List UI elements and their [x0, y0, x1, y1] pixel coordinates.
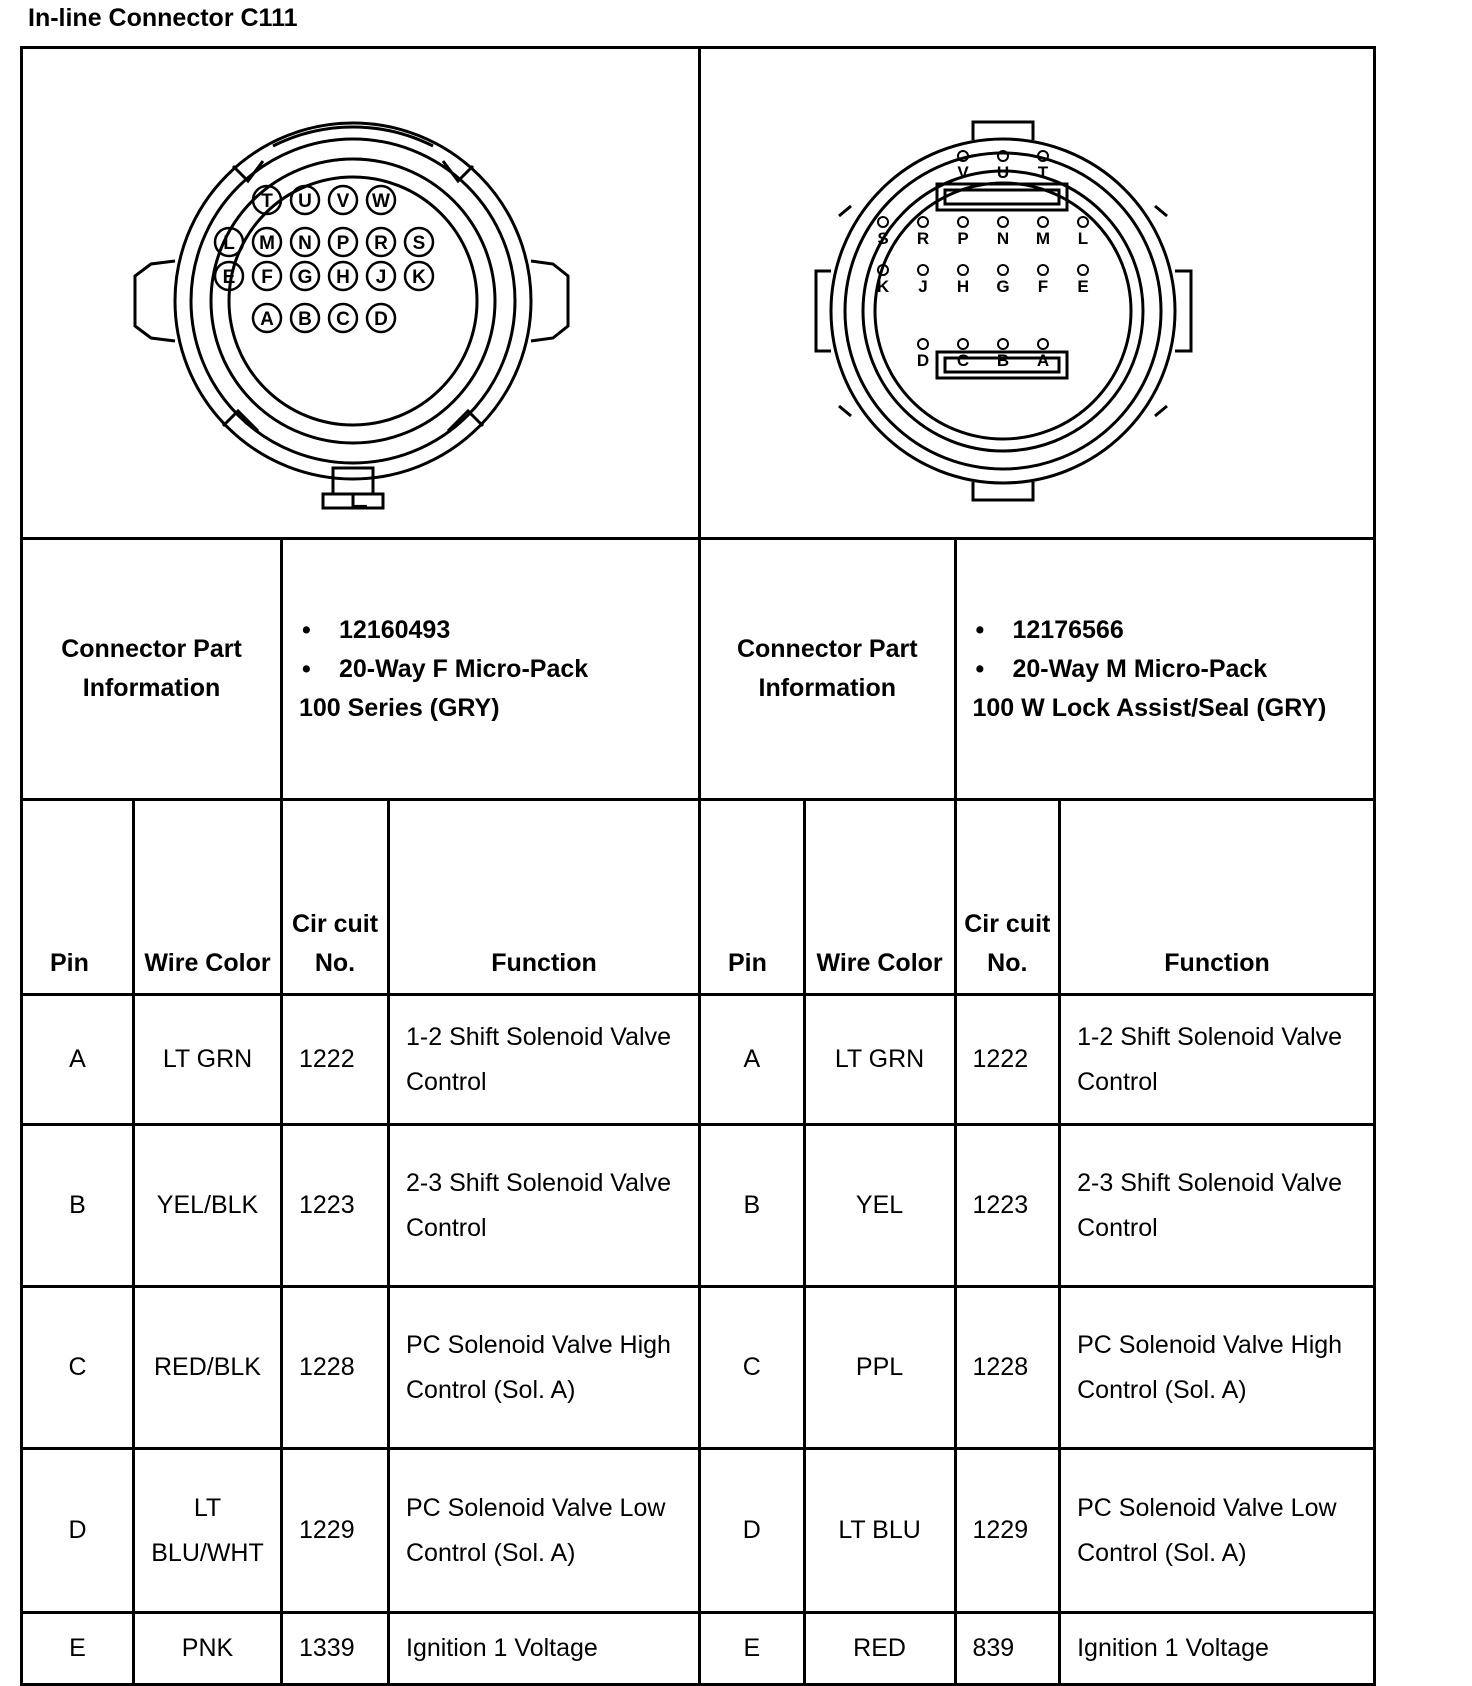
pin-contact-r: [918, 217, 928, 227]
table-row: [22, 1287, 1375, 1449]
right-part-extra: 100 W Lock Assist/Seal (GRY): [972, 693, 1327, 722]
pin-label-c: C: [956, 350, 970, 370]
pin-label-j: J: [918, 276, 928, 296]
pin-label-j: J: [375, 266, 387, 288]
left-part-extra: 100 Series (GRY): [299, 693, 500, 722]
function-cell: 1-2 Shift Solenoid Valve Control: [1060, 995, 1375, 1125]
pin-label-g: G: [297, 266, 313, 288]
pin-contact-a: [1038, 339, 1048, 349]
pin-contact-e: [1078, 265, 1088, 275]
pin-label-p: P: [336, 232, 350, 254]
circuit-cell: 1223: [955, 1125, 1060, 1287]
left-part-info: [282, 539, 700, 800]
pin-label-k: K: [412, 266, 426, 288]
right-part-info: [955, 539, 1375, 800]
pin-label-g: G: [996, 276, 1010, 296]
wire-color-cell: PPL: [804, 1287, 955, 1449]
pin-label-s: S: [877, 228, 889, 248]
pin-label-l: L: [1077, 228, 1089, 248]
pin-label-a: A: [1036, 350, 1050, 370]
pin-contact-h: [958, 265, 968, 275]
function-cell: 2-3 Shift Solenoid Valve Control: [1060, 1125, 1375, 1287]
pin-label-w: W: [372, 190, 390, 212]
pin-cell: C: [22, 1287, 134, 1449]
pin-contact-p: [958, 217, 968, 227]
table-row: [22, 1125, 1375, 1287]
pin-label-h: H: [336, 266, 350, 288]
pin-contact-b: [998, 339, 1008, 349]
pin-label-a: A: [260, 308, 274, 330]
function-cell: PC Solenoid Valve Low Control (Sol. A): [389, 1449, 700, 1613]
pin-label-r: R: [374, 232, 388, 254]
pin-cell: A: [22, 995, 134, 1125]
header-circuit-no: Cir cuit No.: [955, 800, 1060, 995]
pin-cell: E: [22, 1613, 134, 1685]
diagram-caption: –: [353, 489, 368, 519]
pin-label-t: T: [1037, 162, 1049, 182]
pin-label-h: H: [956, 276, 970, 296]
header-function: Function: [389, 800, 700, 995]
function-cell: PC Solenoid Valve High Control (Sol. A): [389, 1287, 700, 1449]
pin-cell: D: [22, 1449, 134, 1613]
wire-color-cell: LT BLU: [804, 1449, 955, 1613]
circuit-cell: 1339: [282, 1613, 389, 1685]
pin-label-r: R: [916, 228, 930, 248]
pin-label-d: D: [916, 350, 930, 370]
table-row: [22, 995, 1375, 1125]
function-cell: PC Solenoid Valve Low Control (Sol. A): [1060, 1449, 1375, 1613]
pin-label-b: B: [996, 350, 1010, 370]
pin-contact-l: [1078, 217, 1088, 227]
header-function: Function: [1060, 800, 1375, 995]
female-connector-face: [23, 66, 695, 521]
circuit-cell: 1228: [955, 1287, 1060, 1449]
wire-color-cell: RED/BLK: [134, 1287, 282, 1449]
pin-contact-c: [958, 339, 968, 349]
wire-color-cell: RED: [804, 1613, 955, 1685]
function-cell: 1-2 Shift Solenoid Valve Control: [389, 995, 700, 1125]
table-row: [22, 1449, 1375, 1613]
pin-label-p: P: [957, 228, 969, 248]
pin-label-b: B: [298, 308, 312, 330]
header-pin: Pin: [22, 800, 134, 995]
circuit-cell: 1223: [282, 1125, 389, 1287]
wire-color-cell: YEL: [804, 1125, 955, 1287]
pin-cell: C: [700, 1287, 805, 1449]
pin-contact-j: [918, 265, 928, 275]
header-wire-color: Wire Color: [134, 800, 282, 995]
page-title: In-line Connector C111: [28, 4, 298, 32]
pin-label-f: F: [261, 266, 273, 288]
circuit-cell: 1222: [282, 995, 389, 1125]
pin-cell: D: [700, 1449, 805, 1613]
function-cell: Ignition 1 Voltage: [389, 1613, 700, 1685]
right-info-label: Connector Part Information: [700, 539, 956, 800]
male-connector-diagram: [700, 48, 1375, 539]
function-cell: PC Solenoid Valve High Control (Sol. A): [1060, 1287, 1375, 1449]
pin-label-m: M: [1035, 228, 1051, 248]
pin-label-u: U: [298, 190, 312, 212]
pin-contact-m: [1038, 217, 1048, 227]
circuit-cell: 1222: [955, 995, 1060, 1125]
pin-label-t: T: [261, 190, 273, 212]
header-pin: Pin: [700, 800, 805, 995]
pin-label-l: L: [223, 232, 235, 254]
circuit-cell: 1229: [282, 1449, 389, 1613]
right-part-number: • 12176566: [973, 611, 1374, 650]
pin-contact-s: [878, 217, 888, 227]
pin-label-n: N: [996, 228, 1010, 248]
left-info-label: Connector Part Information: [22, 539, 282, 800]
left-part-description: • 20-Way F Micro-Pack: [299, 650, 698, 689]
pin-label-u: U: [996, 162, 1010, 182]
pin-label-v: V: [957, 162, 969, 182]
table-row: [22, 1613, 1375, 1685]
wire-color-cell: LT BLU/WHT: [134, 1449, 282, 1613]
pin-cell: E: [700, 1613, 805, 1685]
function-cell: Ignition 1 Voltage: [1060, 1613, 1375, 1685]
pin-label-e: E: [1077, 276, 1089, 296]
circuit-cell: 1229: [955, 1449, 1060, 1613]
pin-label-v: V: [336, 190, 350, 212]
left-part-number: • 12160493: [299, 611, 698, 650]
female-connector-diagram: [22, 48, 700, 539]
function-cell: 2-3 Shift Solenoid Valve Control: [389, 1125, 700, 1287]
header-circuit-no: Cir cuit No.: [282, 800, 389, 995]
pin-cell: B: [700, 1125, 805, 1287]
pin-label-k: K: [876, 276, 890, 296]
wire-color-cell: LT GRN: [134, 995, 282, 1125]
pin-contact-f: [1038, 265, 1048, 275]
pin-label-d: D: [374, 308, 388, 330]
pin-label-e: E: [222, 266, 236, 288]
pin-label-c: C: [336, 308, 350, 330]
pin-label-f: F: [1037, 276, 1049, 296]
pin-label-s: S: [412, 232, 426, 254]
wire-color-cell: YEL/BLK: [134, 1125, 282, 1287]
pin-contact-d: [918, 339, 928, 349]
connector-table: [20, 46, 1376, 1686]
pin-contact-n: [998, 217, 1008, 227]
header-wire-color: Wire Color: [804, 800, 955, 995]
right-part-description: • 20-Way M Micro-Pack: [973, 650, 1374, 689]
circuit-cell: 839: [955, 1613, 1060, 1685]
wire-color-cell: LT GRN: [804, 995, 955, 1125]
pin-label-n: N: [298, 232, 312, 254]
pin-cell: B: [22, 1125, 134, 1287]
circuit-cell: 1228: [282, 1287, 389, 1449]
male-connector-face: [701, 66, 1373, 521]
wire-color-cell: PNK: [134, 1613, 282, 1685]
pin-label-m: M: [259, 232, 275, 254]
pin-contact-g: [998, 265, 1008, 275]
pin-cell: A: [700, 995, 805, 1125]
